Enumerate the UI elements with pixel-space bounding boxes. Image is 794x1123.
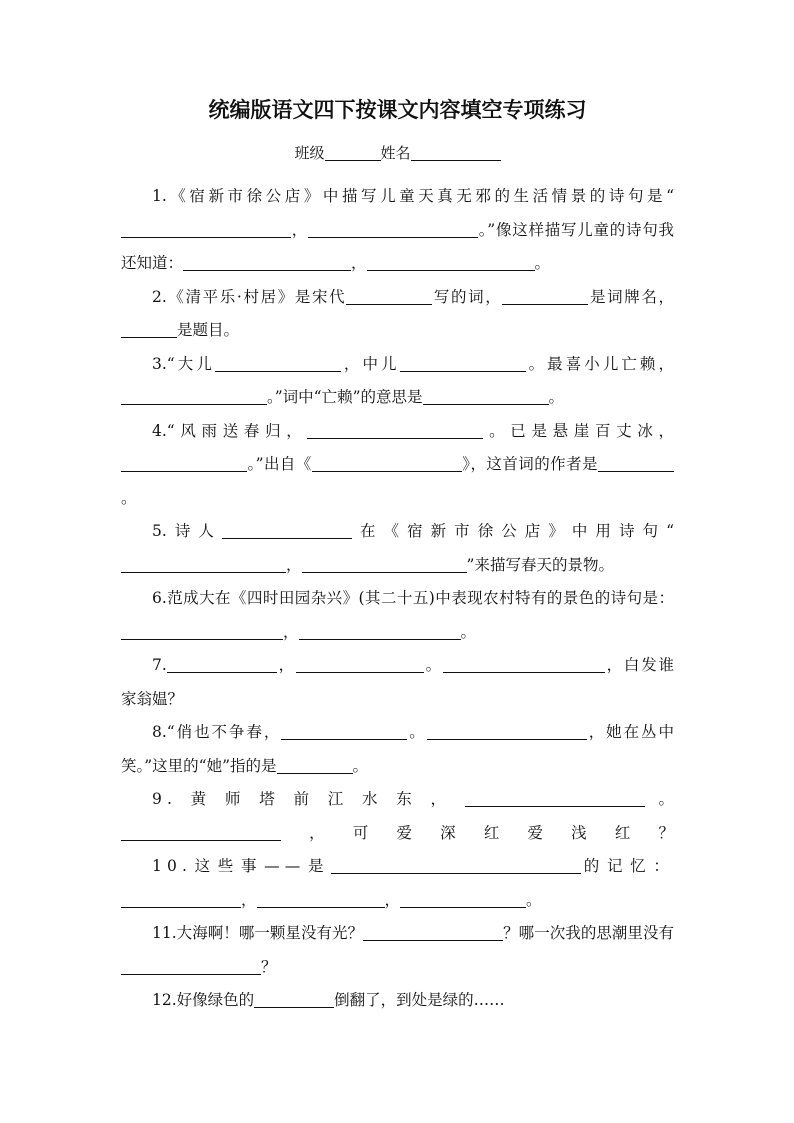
q7-text-d: ，白发谁家翁媪？ <box>121 656 674 708</box>
q2-blank-2[interactable] <box>502 288 588 305</box>
q10-text-e: 。 <box>526 890 542 909</box>
q5-blank-1[interactable] <box>222 523 352 540</box>
q7-text-b: ， <box>276 656 296 674</box>
q10-blank-3[interactable] <box>257 891 385 908</box>
q6-text-a: 6.范成大在《四时田园杂兴》(其二十五)中表现农村特有的景色的诗句是： <box>152 589 674 607</box>
class-label: 班级 <box>294 144 325 162</box>
q1-blank-2[interactable] <box>308 221 478 238</box>
q2-blank-3[interactable] <box>121 322 177 339</box>
question-6 <box>121 582 674 649</box>
q7-blank-2[interactable] <box>296 657 424 674</box>
q2-text-b: 写的词， <box>432 287 503 306</box>
q1-text-e: 。 <box>534 254 551 272</box>
q11-text-c: ？ <box>261 957 277 976</box>
q4-text-b: 。已是悬崖百丈冰， <box>483 421 674 440</box>
q4-text-d: 》，这首词的作者是 <box>461 455 598 473</box>
q3-blank-3[interactable] <box>121 389 267 406</box>
class-blank[interactable] <box>325 145 381 161</box>
question-1 <box>121 180 674 281</box>
q10-text-a: 10.这些事——是 <box>152 857 332 875</box>
q8-text-a: 8.“俏也不争春， <box>152 723 282 741</box>
q8-blank-2[interactable] <box>427 724 587 741</box>
name-label: 姓名 <box>380 144 411 162</box>
q10-blank-4[interactable] <box>400 891 526 908</box>
q11-text-b: ？哪一次我的思潮里没有 <box>503 924 674 942</box>
q10-text-d: ， <box>384 890 401 909</box>
q6-text-c: 。 <box>460 622 477 641</box>
q4-text-a: 4.“风雨送春归， <box>152 421 308 440</box>
q12-text-a: 12.好像绿色的 <box>152 991 255 1009</box>
q3-text-c: 。最喜小儿亡赖， <box>525 354 674 373</box>
q4-text-e: 。 <box>121 488 137 507</box>
q1-blank-3[interactable] <box>183 255 351 272</box>
q3-text-e: 。 <box>548 388 565 406</box>
q5-blank-2[interactable] <box>121 556 286 573</box>
name-blank[interactable] <box>411 145 501 161</box>
q2-text-a: 2.《清平乐·村居》是宋代 <box>152 287 347 306</box>
q5-text-a: 5.诗人 <box>152 522 222 540</box>
q3-text-b: ，中儿 <box>340 354 400 373</box>
q1-text-a: 1.《宿新市徐公店》中描写儿童天真无邪的生活情景的诗句是“ <box>152 187 674 205</box>
q12-blank-1[interactable] <box>254 992 334 1009</box>
q7-blank-3[interactable] <box>443 657 605 674</box>
q8-blank-1[interactable] <box>281 724 407 741</box>
q3-blank-2[interactable] <box>400 355 526 372</box>
q5-blank-3[interactable] <box>302 556 467 573</box>
q9-text-b: 。 <box>644 790 674 808</box>
q11-text-a: 11.大海啊！哪一颗星没有光？ <box>152 924 364 942</box>
q4-text-c: 。”出自《 <box>247 455 312 473</box>
q9-blank-2[interactable] <box>121 824 281 841</box>
question-9 <box>121 783 674 850</box>
question-2 <box>121 281 674 348</box>
page-title: 统编版语文四下按课文内容填空专项练习 <box>208 97 587 122</box>
question-7 <box>121 649 674 716</box>
student-info-line <box>121 142 674 166</box>
q4-blank-1[interactable] <box>307 422 483 439</box>
q10-text-b: 的记忆： <box>581 857 675 875</box>
q4-blank-3[interactable] <box>312 456 462 473</box>
q2-blank-1[interactable] <box>346 288 432 305</box>
q5-text-d: ”来描写春天的景物。 <box>466 555 614 574</box>
question-5 <box>121 515 674 582</box>
q8-text-b: 。 <box>407 723 427 741</box>
q10-text-c: ， <box>241 890 257 909</box>
q11-blank-2[interactable] <box>121 958 261 975</box>
q1-text-c: 。”像这样描写儿童的诗句我还知道： <box>121 220 674 272</box>
q1-blank-4[interactable] <box>367 255 535 272</box>
q10-blank-1[interactable] <box>331 858 581 875</box>
q7-text-a: 7. <box>152 656 167 674</box>
q6-blank-1[interactable] <box>121 623 283 640</box>
q9-blank-1[interactable] <box>465 791 645 808</box>
question-8 <box>121 716 674 783</box>
q5-text-c: ， <box>286 555 302 574</box>
question-12 <box>121 984 674 1018</box>
q1-text-b: ， <box>291 220 309 239</box>
question-3 <box>121 348 674 415</box>
q10-blank-2[interactable] <box>121 891 241 908</box>
question-10 <box>121 850 674 917</box>
worksheet-page <box>121 96 674 1018</box>
q12-text-b: 倒翻了，到处是绿的…… <box>334 991 505 1009</box>
q3-text-a: 3.“大儿 <box>152 354 215 373</box>
q3-text-d: 。”词中“亡赖”的意思是 <box>267 388 423 406</box>
q1-blank-1[interactable] <box>121 221 291 238</box>
q4-blank-2[interactable] <box>121 456 247 473</box>
q9-text-c: ，可爱深红爱浅红？ <box>281 823 674 842</box>
q2-text-d: 是题目。 <box>177 321 240 339</box>
q5-text-b: 在《宿新市徐公店》中用诗句“ <box>351 522 674 540</box>
question-4 <box>121 415 674 516</box>
q3-blank-4[interactable] <box>423 389 549 406</box>
q1-text-d: ， <box>351 254 367 272</box>
q7-text-c: 。 <box>423 656 443 674</box>
q8-text-c: ，她在丛中笑。”这里的“她”指的是 <box>121 723 674 775</box>
q8-blank-3[interactable] <box>277 757 353 774</box>
q4-blank-4[interactable] <box>598 456 674 473</box>
q9-text-a: 9.黄师塔前江水东， <box>152 790 465 808</box>
question-11 <box>121 917 674 984</box>
q11-blank-1[interactable] <box>363 925 503 942</box>
q3-blank-1[interactable] <box>215 355 341 372</box>
q6-blank-2[interactable] <box>299 623 461 640</box>
q8-text-d: 。 <box>352 756 369 775</box>
q7-blank-1[interactable] <box>167 657 277 674</box>
q6-text-b: ， <box>283 622 299 641</box>
q2-text-c: 是词牌名， <box>588 287 674 306</box>
